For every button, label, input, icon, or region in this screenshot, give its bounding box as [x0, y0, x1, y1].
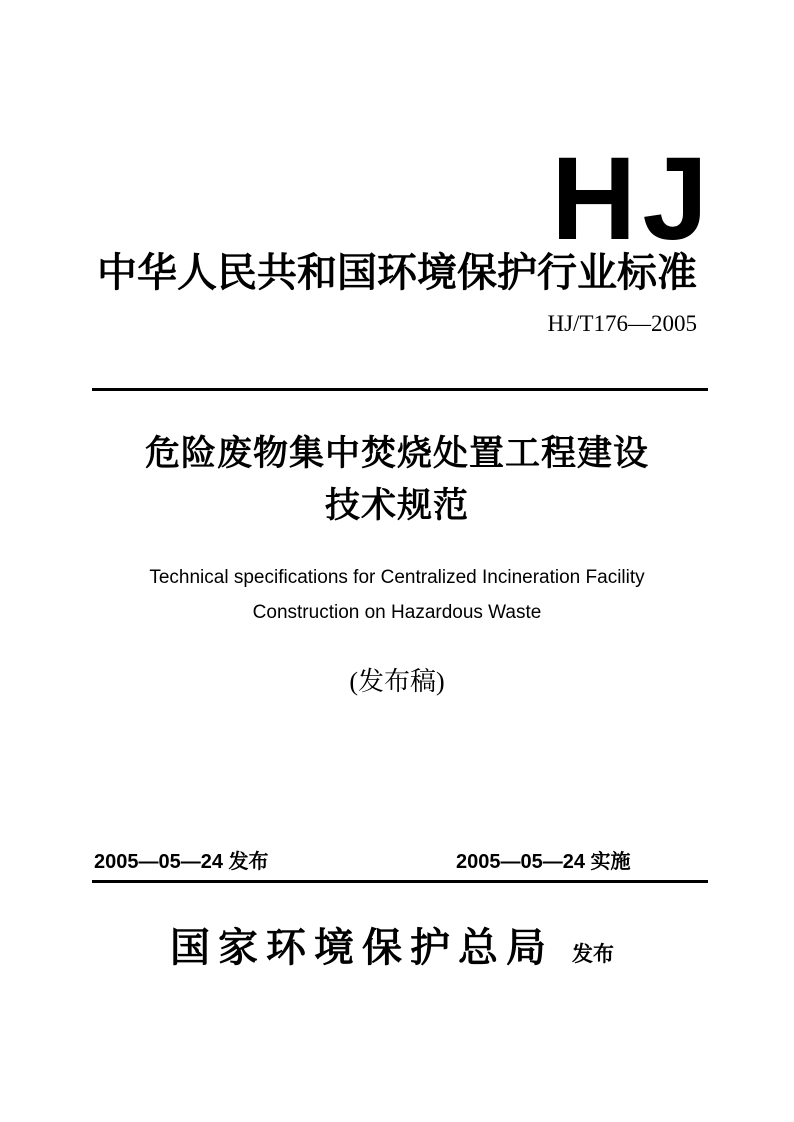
publish-label: 发布 — [572, 943, 614, 966]
doc-title-en-line1: Technical specifications for Centralized Incineration Facility — [149, 567, 645, 588]
doc-title-en — [0, 560, 794, 630]
publisher-row — [170, 926, 614, 970]
draft-note: (发布稿) — [349, 667, 445, 696]
doc-title-en-line2: Construction on Hazardous Waste — [252, 602, 542, 623]
publisher-name: 国家环境保护总局 — [170, 925, 554, 970]
issue-date: 2005—05—24 发布 — [94, 851, 269, 873]
hj-logo: HJ — [551, 133, 714, 265]
standard-class-title: 中华人民共和国环境保护行业标准 — [97, 250, 697, 295]
implement-date: 2005—05—24 实施 — [456, 851, 631, 873]
standard-number: HJ/T176—2005 — [547, 311, 697, 336]
doc-title-cn-line2: 技术规范 — [324, 486, 469, 525]
footer-separator-rule — [92, 880, 708, 883]
doc-title-cn — [0, 428, 794, 532]
header-separator-rule — [92, 388, 708, 391]
doc-title-cn-line1: 危险废物集中焚烧处置工程建设 — [144, 434, 649, 473]
